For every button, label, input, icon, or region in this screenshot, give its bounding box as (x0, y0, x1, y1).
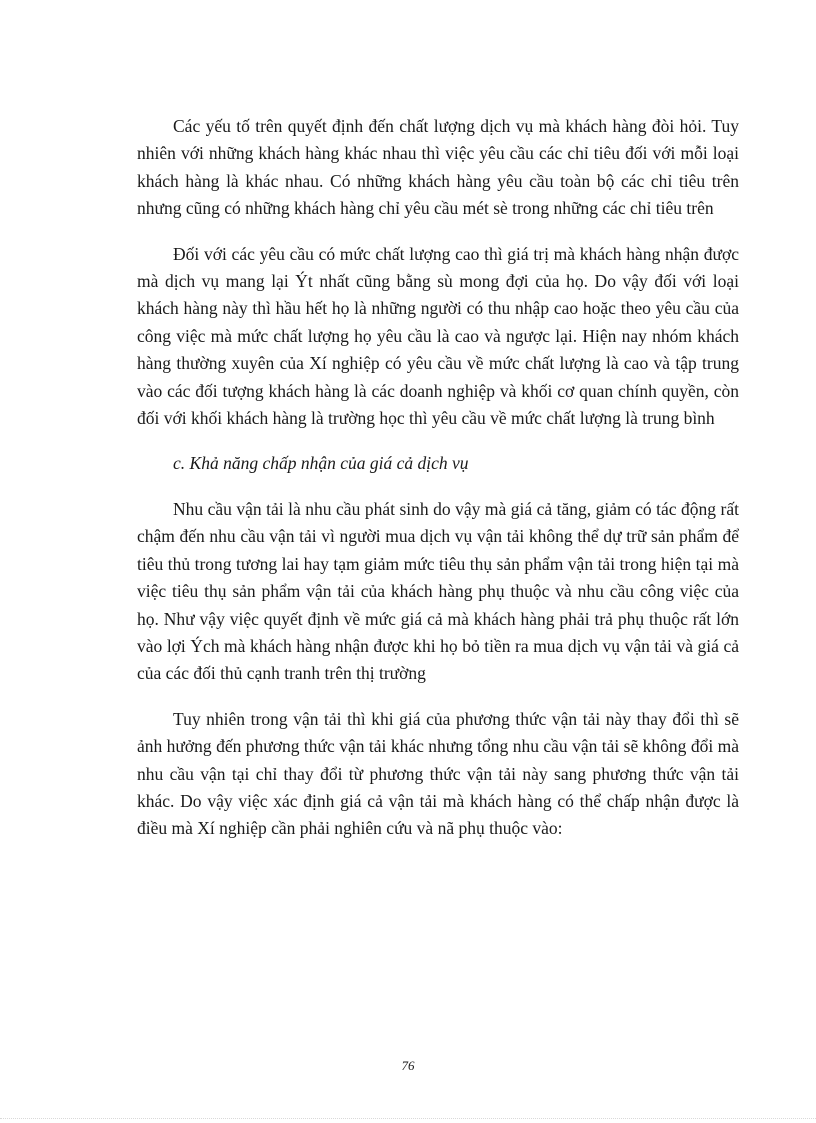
paragraph: Tuy nhiên trong vận tải thì khi giá của phương thức vận tải này thay đổi thì sẽ ảnh hưởng đến phương thức vận tải khác nhưng tổng nhu cầu vận tải sẽ không đổi mà nhu cầu vận tại chỉ thay đổi từ phương thức vận tải này sang phương thức vận tải khác. Do vậy việc xác định giá cả vận tải mà khách hàng có thể chấp nhận được là điều mà Xí nghiệp cần phải nghiên cứu và nã phụ thuộc vào: (137, 708, 739, 839)
document-body (137, 113, 739, 861)
paragraph: Đối với các yêu cầu có mức chất lượng cao thì giá trị mà khách hàng nhận được mà dịch vụ mang lại Ýt nhất cũng bằng sù mong đợi của họ. Do vậy đối với loại khách hàng này thì hầu hết họ là những người có thu nhập cao hoặc theo yêu cầu của công việc mà mức chất lượng họ yêu cầu là cao và ngược lại. Hiện nay nhóm khách hàng thường xuyên của Xí nghiệp có yêu cầu về mức chất lượng là cao và tập trung vào các đối tượng khách hàng là các doanh nghiệp và khối cơ quan chính quyền, còn đối với khối khách hàng là trường học thì yêu cầu về mức chất lượng là trung bình (137, 243, 739, 429)
page-number: 76 (401, 1058, 415, 1073)
page-bottom-border (0, 1118, 816, 1119)
paragraph: Nhu cầu vận tải là nhu cầu phát sinh do vậy mà giá cả tăng, giảm có tác động rất chậm đến nhu cầu vận tải vì người mua dịch vụ vận tải không thể dự trữ sản phẩm để tiêu thủ trong tương lai hay tạm giảm mức tiêu thụ sản phẩm vận tải trong hiện tại mà việc tiêu thụ sản phẩm vận tải của khách hàng phụ thuộc và nhu cầu công việc của họ. Như vậy việc quyết định về mức giá cả mà khách hàng phải trả phụ thuộc rất lớn vào lợi Ých mà khách hàng nhận được khi họ bỏ tiền ra mua dịch vụ vận tải và giá cả của các đối thủ cạnh tranh trên thị trường (137, 498, 739, 684)
section-heading: c. Khả năng chấp nhận của giá cả dịch vụ (173, 453, 469, 474)
paragraph: Các yếu tố trên quyết định đến chất lượng dịch vụ mà khách hàng đòi hỏi. Tuy nhiên với những khách hàng khác nhau thì việc yêu cầu các chỉ tiêu đối với mỗi loại khách hàng là khác nhau. Có những khách hàng yêu cầu toàn bộ các chỉ tiêu trên nhưng cũng có những khách hàng chỉ yêu cầu mét sè trong những các chỉ tiêu trên (137, 116, 739, 219)
